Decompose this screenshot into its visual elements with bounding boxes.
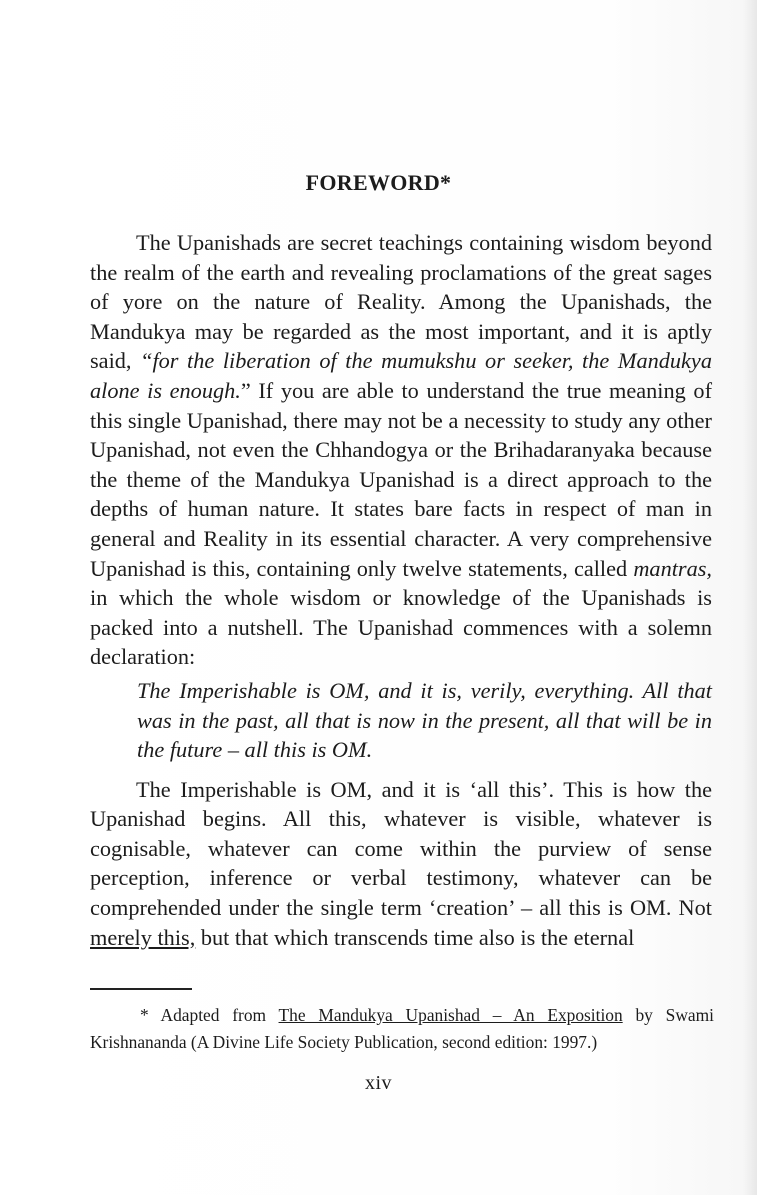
mantras-term: mantras, bbox=[633, 555, 712, 581]
paragraph-imperishable bbox=[90, 775, 712, 953]
footnote-marker: * Adapted from bbox=[140, 1005, 279, 1025]
paragraph2-text-a: The Imperishable is OM, and it is ‘all this’. This is how the Upanishad begins. All this, whatever is visible, whatever is cognisable, whatever can come within the purview of sense perception, inference or verbal testimony, whatever can be comprehended under the single term ‘creation’ – all this is OM. Not bbox=[90, 776, 712, 921]
paragraph1-text-c: in which the whole wisdom or knowledge of the Upanishads is packed into a nutshell. The Upanishad commences with a solemn declaration: bbox=[90, 585, 712, 670]
footnote bbox=[90, 1002, 714, 1056]
paragraph2-text-b: but that which transcends time also is the eternal bbox=[195, 924, 635, 950]
footnote-source-title: The Mandukya Upanishad – An Exposition bbox=[278, 1005, 623, 1025]
paragraph-introduction bbox=[90, 228, 712, 672]
footnote-rest: by Swami Krishnananda (A Divine Life Society Publication, second edition: 1997.) bbox=[90, 1005, 714, 1052]
paragraph1-text-b: ” If you are able to understand the true meaning of this single Upanishad, there may not be a necessity to study any other Upanishad, not even the Chhandogya or the Brihadaranyaka because the theme of the Mandukya Upanishad is a direct approach to the depths of human nature. It states bare facts in respect of man in general and Reality in its essential character. A very comprehensive Upanishad is this, containing only twelve statements, called bbox=[90, 377, 712, 581]
underlined-phrase: merely this, bbox=[90, 924, 196, 950]
foreword-heading: FOREWORD* bbox=[305, 170, 452, 195]
mumukshu-quote: “for the liberation of the mumukshu or seeker, the Mandukya alone is enough. bbox=[90, 348, 712, 403]
body-text bbox=[90, 228, 712, 952]
block-quote-declaration: The Imperishable is OM, and it is, verily, everything. All that was in the past, all that is now in the present, all that will be in the future – all this is OM. bbox=[137, 677, 712, 763]
page-number: xiv bbox=[364, 1072, 393, 1094]
footnote-divider bbox=[90, 988, 192, 990]
paragraph1-text-a: The Upanishads are secret teachings containing wisdom beyond the realm of the earth and revealing proclamations of the great sages of yore on the nature of Reality. Among the Upanishads, the Mandukya may be regarded as the most important, and it is aptly said, bbox=[90, 230, 712, 374]
